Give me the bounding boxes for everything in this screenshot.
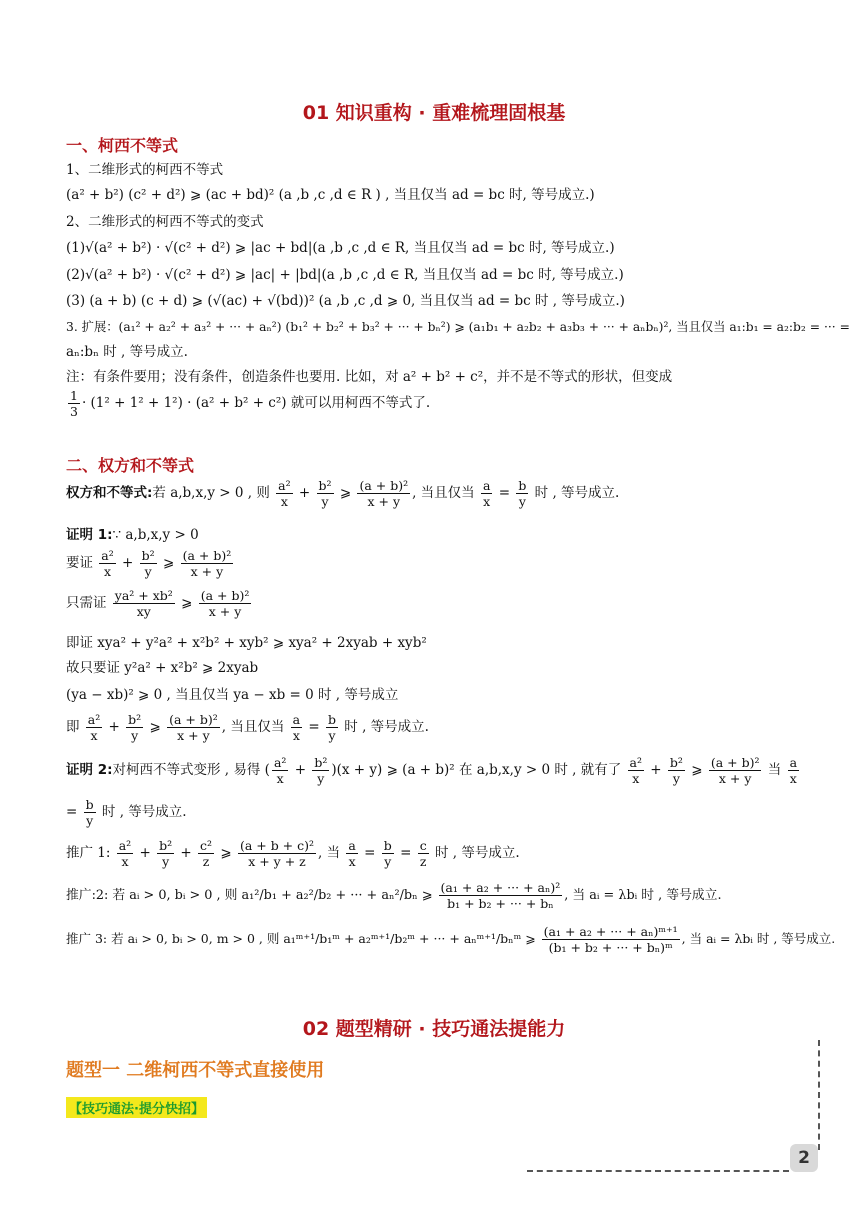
text-line: (3) (a + b) (c + d) ⩾ (√(ac) + √(bd))² (a ,b ,c ,d ⩾ 0, 当且仅当 ad = bc 时 , 等号成立.) bbox=[66, 293, 625, 309]
page-border-horizontal bbox=[527, 1170, 789, 1172]
tips-tag: 【技巧通法·提分快招】 bbox=[66, 1097, 207, 1118]
text-line: 1、二维形式的柯西不等式 bbox=[66, 162, 224, 178]
text-line: 2、二维形式的柯西不等式的变式 bbox=[66, 214, 264, 230]
text-line: (a² + b²) (c² + d²) ⩾ (ac + bd)² (a ,b ,c ,d ∈ R ) , 当且仅当 ad = bc 时, 等号成立.) bbox=[66, 187, 595, 203]
theorem-line: 权方和不等式:若 a,b,x,y > 0 , 则 $\frac{\text{a²}}{x}$ + $\frac{\text{b²}}{y}$ ⩾ $\frac{\text{(a + b)²}}{x + y}$ , 当且仅当 $\frac{a}{x}$ = $\frac{b}{y}$ 时 , 等号成立. bbox=[66, 478, 620, 509]
page-border-vertical bbox=[818, 1040, 820, 1150]
heading-cauchy: 一、柯西不等式 bbox=[66, 136, 179, 155]
text-line: 3. 扩展：(a₁² + a₂² + a₃² + ··· + aₙ²) (b₁² + b₂² + b₃² + ··· + bₙ²) ⩾ (a₁b₁ + a₂b₂ + a₃b₃ + ··· + aₙbₙ)², 当且仅当 a₁:b₁ = a₂:b₂ = ··· = bbox=[66, 320, 850, 334]
section-title-knowledge: 01 知识重构 · 重难梳理固根基 bbox=[302, 102, 566, 124]
generalization-2: 推广:2: 若 aᵢ > 0, bᵢ > 0 , 则 a₁²/b₁ + a₂²/b₂ + ··· + aₙ²/bₙ ⩾ $\frac{\text{(a₁ + a₂ + ··· + aₙ)²}}{\text{b₁ + b₂ + ··· + bₙ}}$ , 当 aᵢ = λbᵢ 时 , 等号成立. bbox=[66, 880, 722, 911]
fraction-third: $\frac{1}{3}$ bbox=[70, 388, 78, 419]
text-line: $\frac{1}{3}$ · (1² + 1² + 1²) · (a² + b² + c²) 就可以用柯西不等式了. bbox=[70, 388, 431, 419]
text-line: aₙ:bₙ 时 , 等号成立. bbox=[66, 344, 188, 360]
text-line: (ya − xb)² ⩾ 0 , 当且仅当 ya − xb = 0 时 , 等号成立 bbox=[66, 687, 399, 703]
proof2-line: 证明 2:对柯西不等式变形 , 易得 ( $\frac{\text{a²}}{x}$ + $\frac{\text{b²}}{y}$ )(x + y) ⩾ (a + b)² 在 a,b,x,y > 0 时 , 就有了 $\frac{\text{a²}}{x}$ + $\frac{\text{b²}}{y}$ ⩾ $\frac{\text{(a + b)²}}{x + y}$ 当 $\frac{a}{x}$ bbox=[66, 755, 798, 786]
heading-power-mean: 二、权方和不等式 bbox=[66, 456, 195, 475]
text-line: 即证 xya² + y²a² + x²b² + xyb² ⩾ xya² + 2xyab + xyb² bbox=[66, 635, 427, 651]
page-number: 2 bbox=[790, 1144, 818, 1172]
type-one-title: 题型一 二维柯西不等式直接使用 bbox=[66, 1060, 325, 1081]
section-title-types: 02 题型精研 · 技巧通法提能力 bbox=[302, 1018, 566, 1040]
proof1-want: 要证 $\frac{\text{a²}}{x}$ + $\frac{\text{b²}}{y}$ ⩾ $\frac{\text{(a + b)²}}{x + y}$ bbox=[66, 548, 232, 579]
proof1-need: 只需证 $\frac{\text{ya² + xb²}}{xy}$ ⩾ $\frac{\text{(a + b)²}}{x + y}$ bbox=[66, 588, 250, 619]
text-line: (2)√(a² + b²) · √(c² + d²) ⩾ |ac| + |bd|(a ,b ,c ,d ∈ R, 当且仅当 ad = bc 时, 等号成立.) bbox=[66, 267, 624, 283]
generalization-1: 推广 1: $\frac{\text{a²}}{x}$ + $\frac{\text{b²}}{y}$ + $\frac{\text{c²}}{z}$ ⩾ $\frac{\text{(a + b + c)²}}{x + y + z}$ , 当 $\frac{a}{x}$ = $\frac{b}{y}$ = $\frac{c}{z}$ 时 , 等号成立. bbox=[66, 838, 520, 869]
text-line: 故只要证 y²a² + x²b² ⩾ 2xyab bbox=[66, 660, 259, 676]
proof2-line2: = $\frac{b}{y}$ 时 , 等号成立. bbox=[66, 797, 187, 828]
text-line: (1)√(a² + b²) · √(c² + d²) ⩾ |ac + bd|(a ,b ,c ,d ∈ R, 当且仅当 ad = bc 时, 等号成立.) bbox=[66, 240, 615, 256]
proof1-line: 证明 1:∵ a,b,x,y > 0 bbox=[66, 527, 199, 543]
text-line: 注：有条件要用；没有条件，创造条件也要用. 比如，对 a² + b² + c²，并不是不等式的形状，但变成 bbox=[66, 369, 673, 385]
proof1-conclusion: 即 $\frac{\text{a²}}{x}$ + $\frac{\text{b²}}{y}$ ⩾ $\frac{\text{(a + b)²}}{x + y}$ , 当且仅当 $\frac{a}{x}$ = $\frac{b}{y}$ 时 , 等号成立. bbox=[66, 712, 429, 743]
generalization-3: 推广 3: 若 aᵢ > 0, bᵢ > 0, m > 0 , 则 a₁ᵐ⁺¹/b₁ᵐ + a₂ᵐ⁺¹/b₂ᵐ + ··· + aₙᵐ⁺¹/bₙᵐ ⩾ $\frac{\text{(a₁ + a₂ + ··· + aₙ)ᵐ⁺¹}}{\text{(b₁ + b₂ + ··· + bₙ)ᵐ}}$ , 当 aᵢ = λbᵢ 时 , 等号成立. bbox=[66, 924, 836, 955]
